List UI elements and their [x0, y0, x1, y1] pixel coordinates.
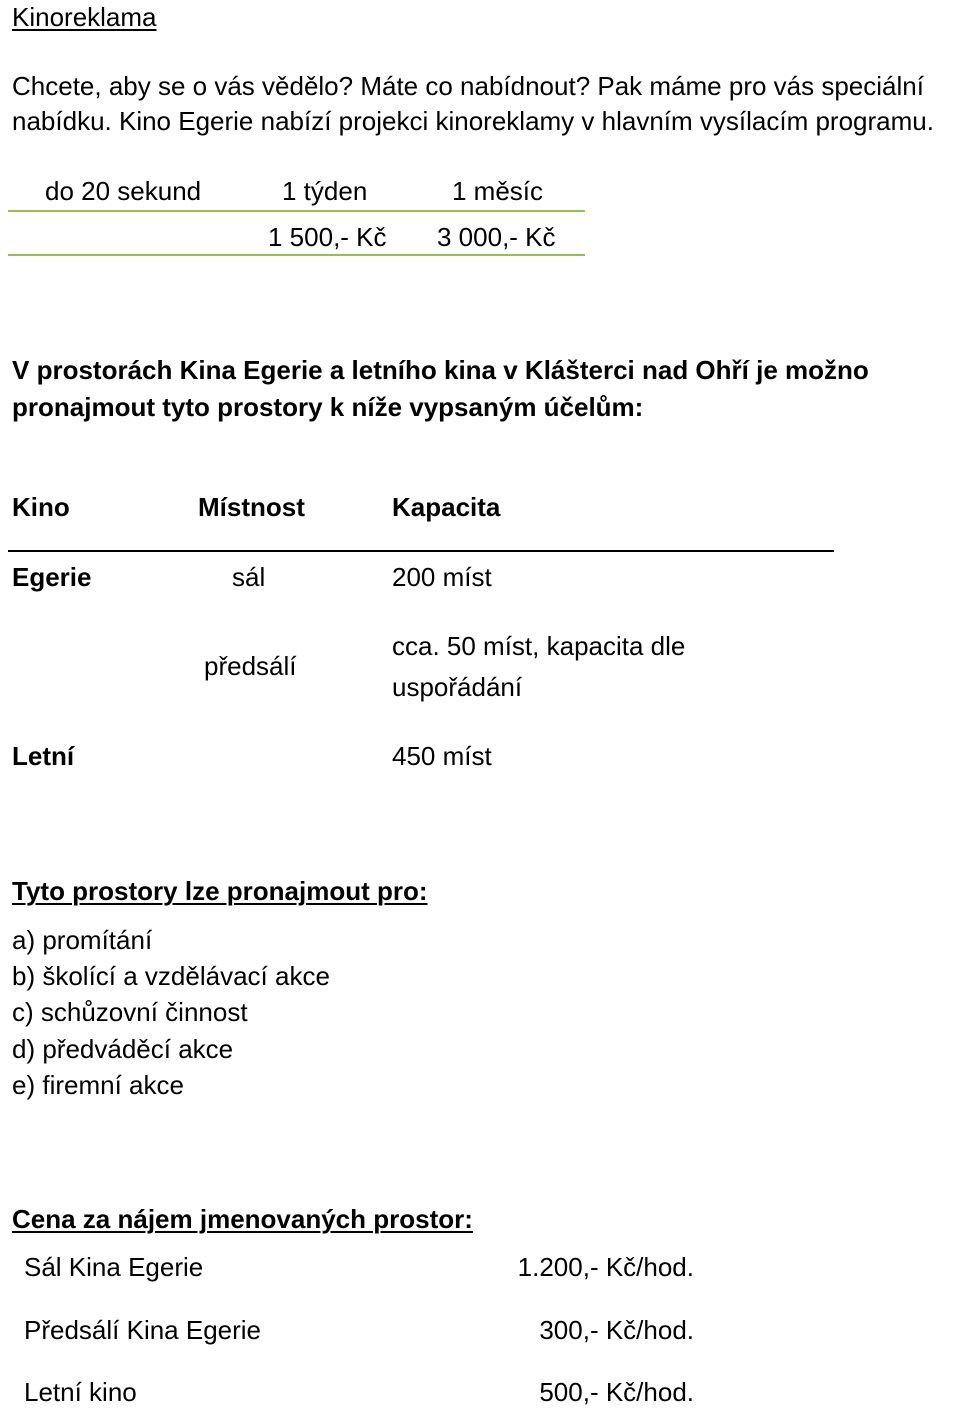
table-rule [8, 254, 585, 256]
list-item: e) firemní akce [12, 1070, 184, 1100]
price-name: Předsálí Kina Egerie [24, 1315, 262, 1345]
table-rule [8, 550, 834, 552]
rental-intro-line-2: pronajmout tyto prostory k níže vypsaným účelům: [12, 392, 644, 422]
spaces-row-mistnost: předsálí [204, 651, 297, 681]
purposes-title: Tyto prostory lze pronajmout pro: [12, 876, 428, 906]
price-name: Letní kino [24, 1377, 137, 1407]
price-value: 1.200,- Kč/hod. [517, 1252, 694, 1282]
list-item: c) schůzovní činnost [12, 997, 248, 1027]
ad-header-week: 1 týden [282, 176, 368, 206]
price-value: 300,- Kč/hod. [539, 1315, 694, 1345]
spaces-header-kapacita: Kapacita [392, 492, 501, 522]
price-name: Sál Kina Egerie [24, 1252, 204, 1282]
intro-line-1: Chcete, aby se o vás vědělo? Máte co nabídnout? Pak máme pro vás speciální [12, 71, 924, 101]
spaces-row-mistnost: sál [232, 562, 266, 592]
spaces-row-kapacita: 200 míst [392, 562, 492, 592]
page-title: Kinoreklama [12, 2, 157, 32]
spaces-row-kapacita-cont: uspořádání [392, 672, 523, 702]
rental-intro-line-1: V prostorách Kina Egerie a letního kina v Klášterci nad Ohří je možno [12, 355, 869, 385]
list-item: d) předváděcí akce [12, 1034, 234, 1064]
list-item: b) školící a vzdělávací akce [12, 961, 330, 991]
spaces-row-kapacita: cca. 50 míst, kapacita dle [392, 631, 686, 661]
intro-line-2: nabídku. Kino Egerie nabízí projekci kinoreklamy v hlavním vysílacím programu. [12, 106, 934, 136]
price-value: 500,- Kč/hod. [539, 1377, 694, 1407]
ad-header-duration: do 20 sekund [45, 176, 202, 206]
prices-title: Cena za nájem jmenovaných prostor: [12, 1204, 473, 1234]
ad-header-month: 1 měsíc [452, 176, 544, 206]
spaces-row-kino: Letní [12, 741, 75, 771]
ad-price-month: 3 000,- Kč [437, 222, 556, 252]
ad-price-week: 1 500,- Kč [268, 222, 387, 252]
table-rule [8, 210, 585, 212]
spaces-row-kino: Egerie [12, 562, 92, 592]
spaces-header-kino: Kino [12, 492, 70, 522]
list-item: a) promítání [12, 925, 153, 955]
spaces-row-kapacita: 450 míst [392, 741, 492, 771]
spaces-header-mistnost: Místnost [198, 492, 305, 522]
